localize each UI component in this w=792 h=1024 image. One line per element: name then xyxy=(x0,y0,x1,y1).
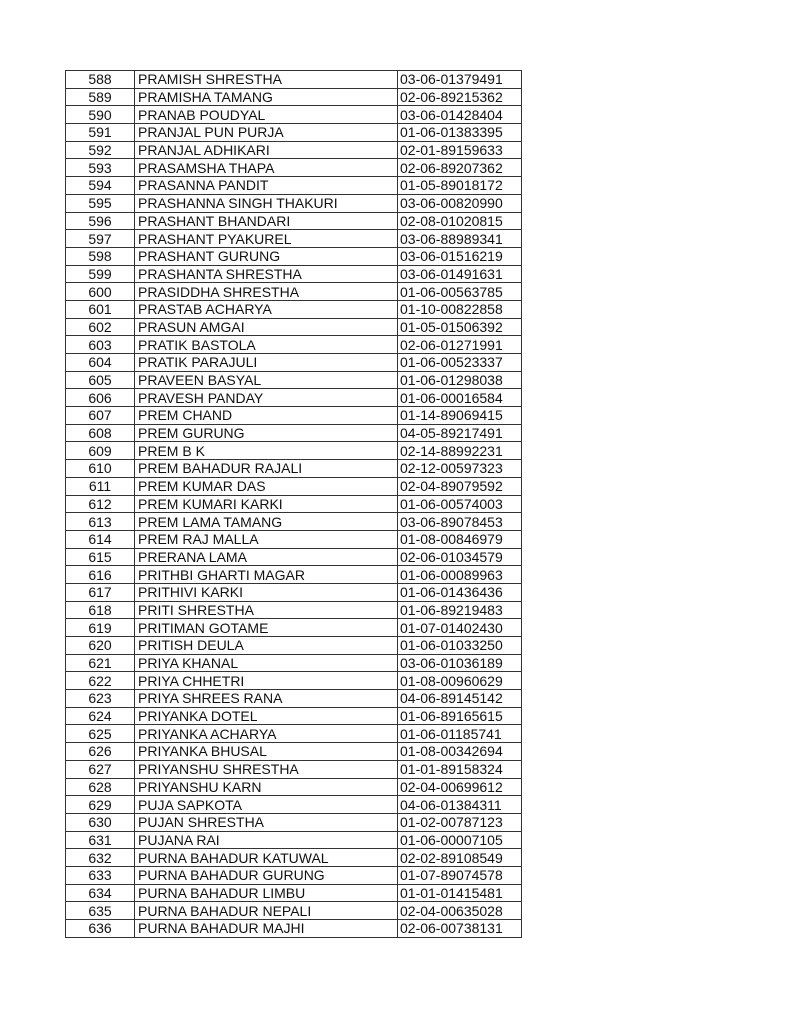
serial-number-cell: 604 xyxy=(66,354,135,372)
table-row xyxy=(66,513,522,531)
name-cell: PRIYA CHHETRI xyxy=(135,672,398,690)
id-number-cell: 02-08-01020815 xyxy=(398,212,522,230)
table-row xyxy=(66,654,522,672)
table-row xyxy=(66,283,522,301)
name-cell: PRITHIVI KARKI xyxy=(135,583,398,601)
id-number-cell: 02-12-00597323 xyxy=(398,460,522,478)
serial-number-cell: 603 xyxy=(66,336,135,354)
id-number-cell: 03-06-89078453 xyxy=(398,513,522,531)
serial-number-cell: 598 xyxy=(66,247,135,265)
table-row xyxy=(66,760,522,778)
id-number-cell: 01-08-00846979 xyxy=(398,530,522,548)
id-number-cell: 04-06-89145142 xyxy=(398,690,522,708)
id-number-cell: 01-08-00342694 xyxy=(398,743,522,761)
table-row xyxy=(66,141,522,159)
serial-number-cell: 630 xyxy=(66,813,135,831)
table-row xyxy=(66,495,522,513)
serial-number-cell: 605 xyxy=(66,371,135,389)
table-row xyxy=(66,300,522,318)
table-row xyxy=(66,460,522,478)
name-cell: PRIYANKA DOTEL xyxy=(135,707,398,725)
name-cell: PRIYANKA ACHARYA xyxy=(135,725,398,743)
name-cell: PREM KUMAR DAS xyxy=(135,477,398,495)
name-cell: PREM CHAND xyxy=(135,407,398,425)
table-row xyxy=(66,849,522,867)
id-number-cell: 02-04-00635028 xyxy=(398,902,522,920)
name-cell: PRATIK PARAJULI xyxy=(135,354,398,372)
id-number-cell: 01-06-01185741 xyxy=(398,725,522,743)
name-cell: PUJA SAPKOTA xyxy=(135,796,398,814)
id-number-cell: 01-10-00822858 xyxy=(398,300,522,318)
serial-number-cell: 607 xyxy=(66,407,135,425)
table-row xyxy=(66,336,522,354)
table-row xyxy=(66,442,522,460)
serial-number-cell: 633 xyxy=(66,866,135,884)
id-number-cell: 02-06-89207362 xyxy=(398,159,522,177)
name-cell: PRIYANSHU KARN xyxy=(135,778,398,796)
serial-number-cell: 588 xyxy=(66,71,135,89)
serial-number-cell: 634 xyxy=(66,884,135,902)
name-cell: PRASHANT BHANDARI xyxy=(135,212,398,230)
serial-number-cell: 627 xyxy=(66,760,135,778)
table-row xyxy=(66,813,522,831)
id-number-cell: 02-06-01271991 xyxy=(398,336,522,354)
serial-number-cell: 628 xyxy=(66,778,135,796)
serial-number-cell: 594 xyxy=(66,177,135,195)
serial-number-cell: 593 xyxy=(66,159,135,177)
id-number-cell: 01-08-00960629 xyxy=(398,672,522,690)
table-row xyxy=(66,265,522,283)
serial-number-cell: 609 xyxy=(66,442,135,460)
name-cell: PREM B K xyxy=(135,442,398,460)
serial-number-cell: 614 xyxy=(66,530,135,548)
table-row xyxy=(66,743,522,761)
name-cell: PURNA BAHADUR NEPALI xyxy=(135,902,398,920)
name-cell: PRITISH DEULA xyxy=(135,637,398,655)
id-number-cell: 03-06-01491631 xyxy=(398,265,522,283)
id-number-cell: 03-06-88989341 xyxy=(398,230,522,248)
id-number-cell: 01-06-00523337 xyxy=(398,354,522,372)
serial-number-cell: 632 xyxy=(66,849,135,867)
table-row xyxy=(66,71,522,89)
id-number-cell: 01-14-89069415 xyxy=(398,407,522,425)
serial-number-cell: 616 xyxy=(66,566,135,584)
id-number-cell: 04-06-01384311 xyxy=(398,796,522,814)
table-row xyxy=(66,831,522,849)
name-cell: PRITIMAN GOTAME xyxy=(135,619,398,637)
id-number-cell: 02-01-89159633 xyxy=(398,141,522,159)
table-row xyxy=(66,212,522,230)
serial-number-cell: 611 xyxy=(66,477,135,495)
name-cell: PRIYANKA BHUSAL xyxy=(135,743,398,761)
serial-number-cell: 606 xyxy=(66,389,135,407)
name-cell: PURNA BAHADUR GURUNG xyxy=(135,866,398,884)
id-number-cell: 03-06-01428404 xyxy=(398,106,522,124)
name-cell: PURNA BAHADUR KATUWAL xyxy=(135,849,398,867)
table-row xyxy=(66,124,522,142)
serial-number-cell: 621 xyxy=(66,654,135,672)
serial-number-cell: 610 xyxy=(66,460,135,478)
id-number-cell: 01-06-01033250 xyxy=(398,637,522,655)
name-cell: PRASAMSHA THAPA xyxy=(135,159,398,177)
table-row xyxy=(66,690,522,708)
name-cell: PRAMISH SHRESTHA xyxy=(135,71,398,89)
id-number-cell: 01-06-00016584 xyxy=(398,389,522,407)
name-cell: PURNA BAHADUR LIMBU xyxy=(135,884,398,902)
serial-number-cell: 629 xyxy=(66,796,135,814)
table-row xyxy=(66,194,522,212)
serial-number-cell: 613 xyxy=(66,513,135,531)
id-number-cell: 03-06-01516219 xyxy=(398,247,522,265)
table-row xyxy=(66,902,522,920)
id-number-cell: 02-04-00699612 xyxy=(398,778,522,796)
name-cell: PRASHANT GURUNG xyxy=(135,247,398,265)
table-row xyxy=(66,407,522,425)
serial-number-cell: 636 xyxy=(66,920,135,938)
name-cell: PREM GURUNG xyxy=(135,424,398,442)
id-number-cell: 01-06-00089963 xyxy=(398,566,522,584)
id-number-cell: 01-07-89074578 xyxy=(398,866,522,884)
table-row xyxy=(66,884,522,902)
name-cell: PRIYANSHU SHRESTHA xyxy=(135,760,398,778)
table-row xyxy=(66,548,522,566)
records-table-body xyxy=(66,71,522,938)
id-number-cell: 03-06-01036189 xyxy=(398,654,522,672)
name-cell: PRANJAL ADHIKARI xyxy=(135,141,398,159)
id-number-cell: 01-06-01298038 xyxy=(398,371,522,389)
table-row xyxy=(66,566,522,584)
id-number-cell: 01-06-89219483 xyxy=(398,601,522,619)
table-row xyxy=(66,725,522,743)
serial-number-cell: 626 xyxy=(66,743,135,761)
name-cell: PRASHANT PYAKUREL xyxy=(135,230,398,248)
id-number-cell: 01-02-00787123 xyxy=(398,813,522,831)
name-cell: PRIYA SHREES RANA xyxy=(135,690,398,708)
name-cell: PRASANNA PANDIT xyxy=(135,177,398,195)
table-row xyxy=(66,866,522,884)
table-row xyxy=(66,106,522,124)
table-row xyxy=(66,530,522,548)
serial-number-cell: 617 xyxy=(66,583,135,601)
table-row xyxy=(66,778,522,796)
id-number-cell: 03-06-01379491 xyxy=(398,71,522,89)
serial-number-cell: 608 xyxy=(66,424,135,442)
name-cell: PRAVEEN BASYAL xyxy=(135,371,398,389)
serial-number-cell: 625 xyxy=(66,725,135,743)
name-cell: PRATIK BASTOLA xyxy=(135,336,398,354)
name-cell: PRANAB POUDYAL xyxy=(135,106,398,124)
table-row xyxy=(66,477,522,495)
id-number-cell: 01-01-01415481 xyxy=(398,884,522,902)
id-number-cell: 01-05-01506392 xyxy=(398,318,522,336)
table-row xyxy=(66,583,522,601)
serial-number-cell: 618 xyxy=(66,601,135,619)
serial-number-cell: 615 xyxy=(66,548,135,566)
id-number-cell: 01-05-89018172 xyxy=(398,177,522,195)
id-number-cell: 02-06-01034579 xyxy=(398,548,522,566)
name-cell: PRAVESH PANDAY xyxy=(135,389,398,407)
name-cell: PRITI SHRESTHA xyxy=(135,601,398,619)
serial-number-cell: 589 xyxy=(66,88,135,106)
id-number-cell: 01-06-00007105 xyxy=(398,831,522,849)
serial-number-cell: 620 xyxy=(66,637,135,655)
table-row xyxy=(66,707,522,725)
serial-number-cell: 623 xyxy=(66,690,135,708)
id-number-cell: 01-06-01436436 xyxy=(398,583,522,601)
table-row xyxy=(66,672,522,690)
serial-number-cell: 600 xyxy=(66,283,135,301)
name-cell: PRASUN AMGAI xyxy=(135,318,398,336)
serial-number-cell: 595 xyxy=(66,194,135,212)
table-row xyxy=(66,619,522,637)
id-number-cell: 02-06-00738131 xyxy=(398,920,522,938)
name-cell: PRASIDDHA SHRESTHA xyxy=(135,283,398,301)
name-cell: PRAMISHA TAMANG xyxy=(135,88,398,106)
table-row xyxy=(66,424,522,442)
table-row xyxy=(66,637,522,655)
name-cell: PRANJAL PUN PURJA xyxy=(135,124,398,142)
id-number-cell: 01-06-01383395 xyxy=(398,124,522,142)
table-row xyxy=(66,354,522,372)
serial-number-cell: 622 xyxy=(66,672,135,690)
name-cell: PUJANA RAI xyxy=(135,831,398,849)
id-number-cell: 02-02-89108549 xyxy=(398,849,522,867)
name-cell: PRASHANNA SINGH THAKURI xyxy=(135,194,398,212)
id-number-cell: 03-06-00820990 xyxy=(398,194,522,212)
serial-number-cell: 590 xyxy=(66,106,135,124)
serial-number-cell: 635 xyxy=(66,902,135,920)
table-row xyxy=(66,796,522,814)
table-row xyxy=(66,159,522,177)
id-number-cell: 01-06-00563785 xyxy=(398,283,522,301)
serial-number-cell: 599 xyxy=(66,265,135,283)
table-row xyxy=(66,177,522,195)
id-number-cell: 01-06-00574003 xyxy=(398,495,522,513)
table-row xyxy=(66,389,522,407)
serial-number-cell: 624 xyxy=(66,707,135,725)
name-cell: PREM RAJ MALLA xyxy=(135,530,398,548)
id-number-cell: 04-05-89217491 xyxy=(398,424,522,442)
table-row xyxy=(66,247,522,265)
id-number-cell: 02-14-88992231 xyxy=(398,442,522,460)
id-number-cell: 01-06-89165615 xyxy=(398,707,522,725)
id-number-cell: 01-07-01402430 xyxy=(398,619,522,637)
name-cell: PRASTAB ACHARYA xyxy=(135,300,398,318)
table-row xyxy=(66,601,522,619)
table-row xyxy=(66,88,522,106)
name-cell: PRIYA KHANAL xyxy=(135,654,398,672)
serial-number-cell: 597 xyxy=(66,230,135,248)
name-cell: PREM KUMARI KARKI xyxy=(135,495,398,513)
id-number-cell: 01-01-89158324 xyxy=(398,760,522,778)
name-cell: PUJAN SHRESTHA xyxy=(135,813,398,831)
serial-number-cell: 591 xyxy=(66,124,135,142)
serial-number-cell: 592 xyxy=(66,141,135,159)
name-cell: PRERANA LAMA xyxy=(135,548,398,566)
name-cell: PREM LAMA TAMANG xyxy=(135,513,398,531)
name-cell: PURNA BAHADUR MAJHI xyxy=(135,920,398,938)
serial-number-cell: 619 xyxy=(66,619,135,637)
serial-number-cell: 596 xyxy=(66,212,135,230)
records-table xyxy=(65,70,522,938)
serial-number-cell: 612 xyxy=(66,495,135,513)
serial-number-cell: 601 xyxy=(66,300,135,318)
id-number-cell: 02-04-89079592 xyxy=(398,477,522,495)
table-row xyxy=(66,230,522,248)
table-row xyxy=(66,371,522,389)
name-cell: PRITHBI GHARTI MAGAR xyxy=(135,566,398,584)
name-cell: PRASHANTA SHRESTHA xyxy=(135,265,398,283)
table-row xyxy=(66,920,522,938)
serial-number-cell: 602 xyxy=(66,318,135,336)
serial-number-cell: 631 xyxy=(66,831,135,849)
id-number-cell: 02-06-89215362 xyxy=(398,88,522,106)
name-cell: PREM BAHADUR RAJALI xyxy=(135,460,398,478)
table-row xyxy=(66,318,522,336)
